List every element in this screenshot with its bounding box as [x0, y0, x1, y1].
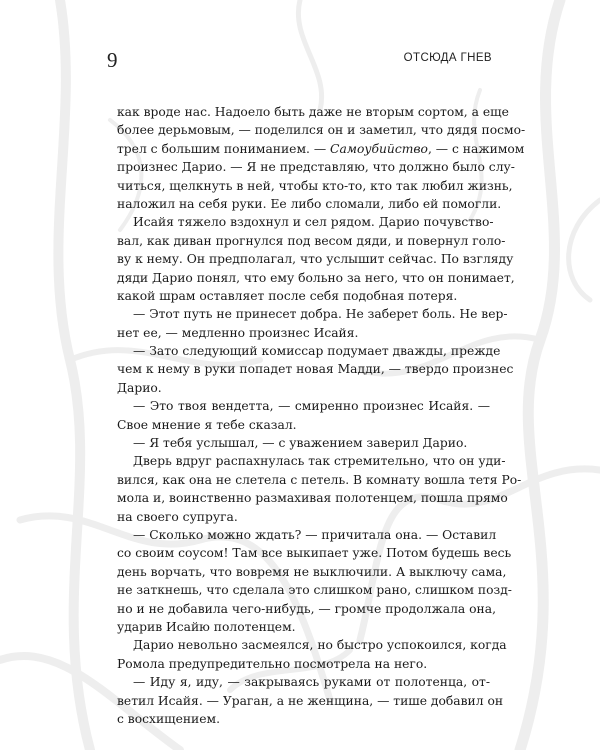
text-line: какой шрам оставляет после себя подобная потеря.	[117, 288, 458, 303]
text-line: дяди Дарио понял, что ему больно за него, что он понимает,	[117, 270, 515, 285]
text-line: — Это твоя вендетта, — смиренно произнес Исайя. —	[133, 399, 490, 414]
text-line: со своим соусом! Там все выкипает уже. Потом будешь весь	[117, 546, 512, 561]
text-line: наложил на себя руки. Ее либо сломали, либо ей помогли.	[117, 196, 502, 211]
page-number: 9	[107, 48, 118, 72]
text-line: как вроде нас. Надоело быть даже не вторым сортом, а еще	[117, 105, 509, 119]
text-line: — Я тебя услышал, — с уважением заверил Дарио.	[133, 436, 468, 451]
running-title: ОТСЮДА ГНЕВ	[403, 52, 492, 64]
emphasized-word: Самоубийство	[330, 141, 428, 156]
text-line: Дарио.	[117, 380, 162, 395]
text-line: Ромола предупредительно посмотрела на него.	[117, 656, 428, 671]
text-line: — Зато следующий комиссар подумает дважды, прежде	[133, 344, 501, 359]
body-text	[117, 103, 526, 728]
text-line: ву к нему. Он предполагал, что услышит сейчас. По взгляду	[117, 252, 514, 267]
text-line: Дверь вдруг распахнулась так стремительно, что он уди-	[133, 454, 506, 469]
text-line: вился, как она не слетела с петель. В комнату вошла тетя Ро-	[117, 472, 522, 487]
text-line: произнес Дарио. — Я не представляю, что должно было слу-	[117, 160, 515, 175]
text-line: более дерьмовым, — поделился он и заметил, что дядя посмо-	[117, 123, 526, 138]
text-line: нет ее, — медленно произнес Исайя.	[117, 325, 359, 340]
text-line: с восхищением.	[117, 711, 220, 726]
text-line: Дарио невольно засмеялся, но быстро успокоился, когда	[133, 638, 507, 653]
text-line: — Сколько можно ждать? — причитала она. — Оставил	[133, 527, 497, 542]
text-line: вал, как диван прогнулся под весом дяди, и повернул голо-	[117, 233, 506, 248]
text-line: Свое мнение я тебе сказал.	[117, 417, 297, 432]
text-line: — Иду я, иду, — закрываясь руками от полотенца, от-	[133, 675, 490, 690]
text-line: ветил Исайя. — Ураган, а не женщина, — тише добавил он	[117, 693, 504, 708]
text-line: — Этот путь не принесет добра. Не заберет боль. Не вер-	[133, 307, 508, 322]
text-line: трел с большим пониманием. — Самоубийство, — с нажимом	[117, 141, 525, 156]
text-line: читься, щелкнуть в ней, чтобы кто-то, кто так любил жизнь,	[117, 178, 513, 193]
text-line: ударив Исайю полотенцем.	[117, 619, 296, 634]
text-line: чем к нему в руки попадет новая Мадди, — твердо произнес	[117, 362, 514, 377]
text-line: не заткнешь, что сделала это слишком рано, слишком позд-	[117, 583, 512, 598]
text-line: день ворчать, что вовремя не выключили. А выключу сама,	[117, 564, 507, 579]
text-line: мола и, воинственно размахивая полотенцем, пошла прямо	[117, 491, 508, 506]
text-line: но и не добавила чего-нибудь, — громче продолжала она,	[117, 601, 496, 616]
text-line: Исайя тяжело вздохнул и сел рядом. Дарио почувство-	[133, 215, 494, 230]
text-line: на своего супруга.	[117, 509, 238, 524]
